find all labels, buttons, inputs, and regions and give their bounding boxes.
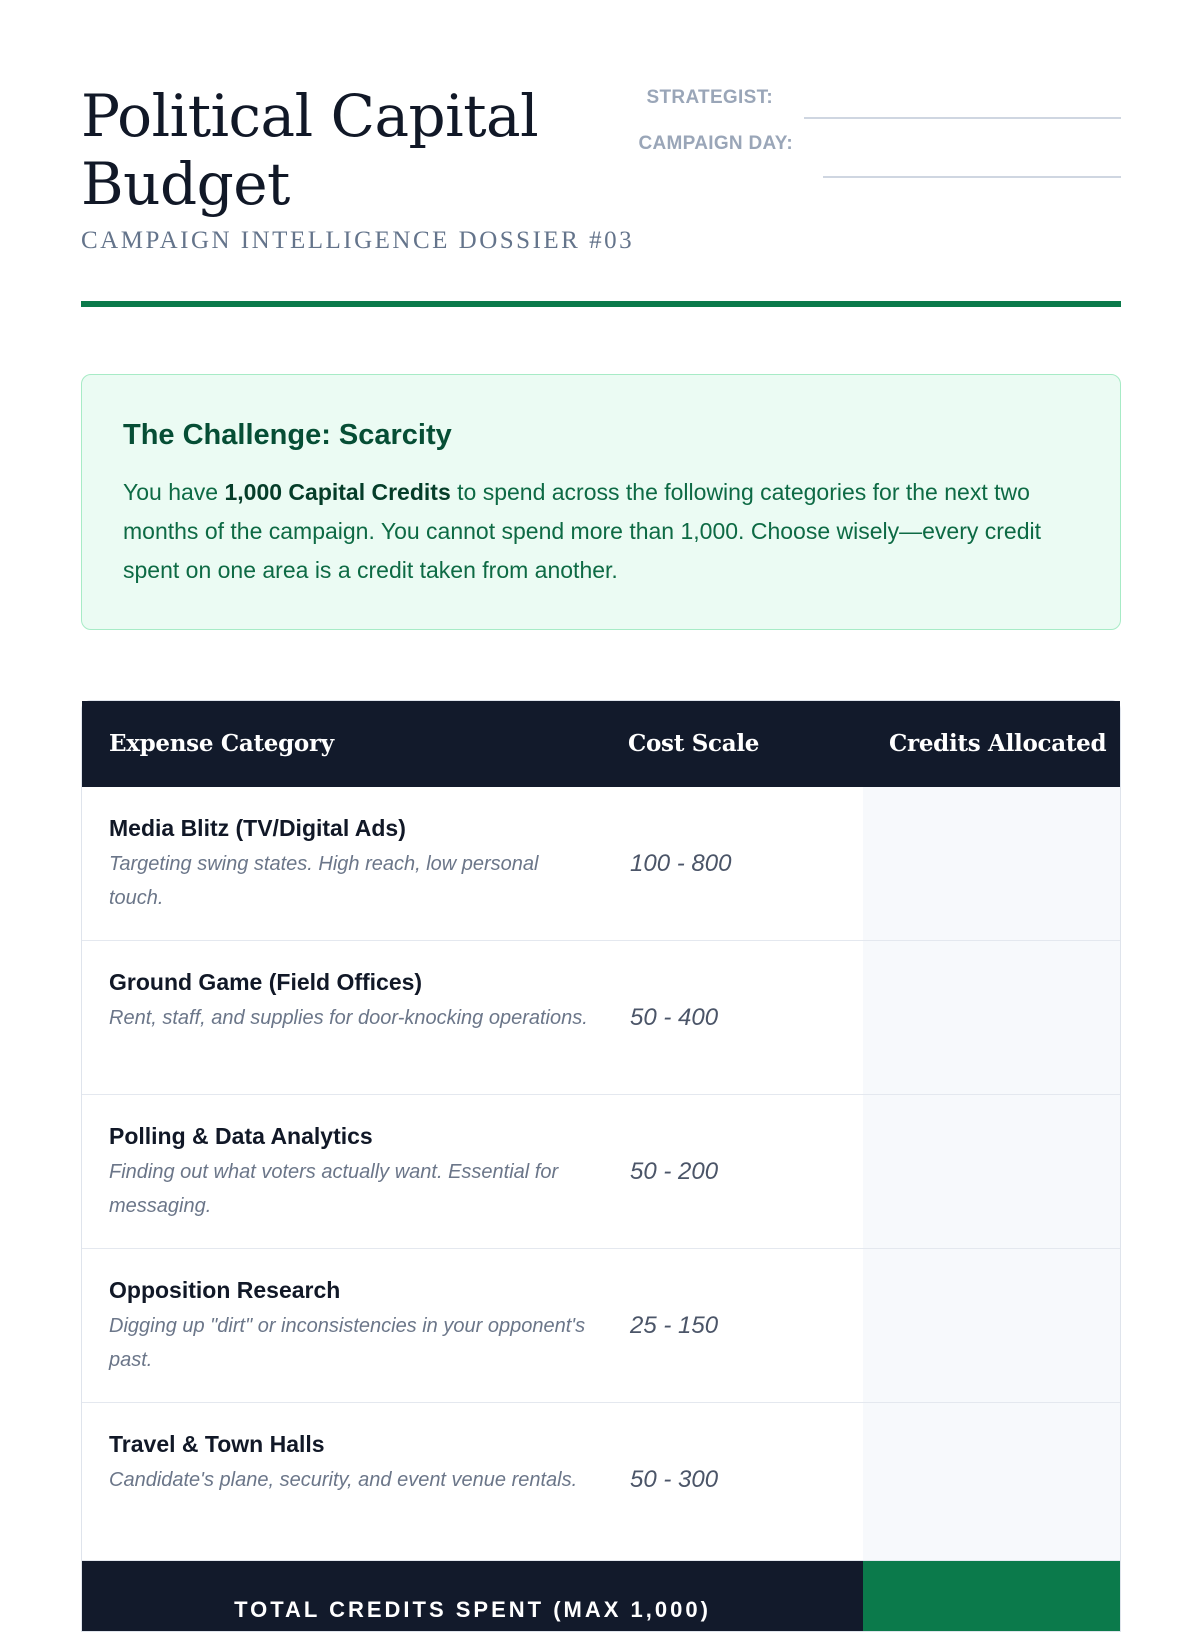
category-description: Finding out what voters actually want. Essential for messaging. <box>109 1161 559 1217</box>
strategist-field[interactable] <box>804 117 1121 119</box>
table-footer <box>82 1561 1120 1631</box>
challenge-highlight: 1,000 Capital Credits <box>224 479 451 505</box>
page-header <box>81 0 1121 307</box>
cost-scale: 100 - 800 <box>630 850 732 877</box>
table-row <box>82 1095 1120 1249</box>
cost-scale: 50 - 400 <box>630 1004 719 1031</box>
credits-allocated-cell[interactable] <box>863 1249 1120 1402</box>
category-name: Travel & Town Halls <box>109 1431 325 1457</box>
header-divider <box>81 301 1121 307</box>
credits-allocated-cell[interactable] <box>863 1095 1120 1248</box>
page-title: Political Capital Budget <box>81 82 539 218</box>
cost-scale: 50 - 300 <box>630 1466 719 1493</box>
challenge-intro: You have <box>123 479 225 505</box>
credits-allocated-cell[interactable] <box>863 941 1120 1094</box>
table-row <box>82 941 1120 1095</box>
category-name: Media Blitz (TV/Digital Ads) <box>109 815 406 841</box>
challenge-body <box>123 473 1073 590</box>
cost-scale: 50 - 200 <box>630 1158 719 1185</box>
category-name: Opposition Research <box>109 1277 341 1303</box>
category-description: Targeting swing states. High reach, low personal touch. <box>109 853 539 909</box>
page-subtitle: CAMPAIGN INTELLIGENCE DOSSIER #03 <box>81 227 635 254</box>
strategist-label: STRATEGIST: <box>646 87 773 108</box>
credits-allocated-cell[interactable] <box>863 787 1120 940</box>
campaign-day-label: CAMPAIGN DAY: <box>638 133 793 154</box>
challenge-text: to spend across the following categories for the next two months of the campaign. You cannot spend more than 1,000. Choose wisely—every credit spent on one area is a credit taken from another. <box>123 479 1041 583</box>
category-description: Rent, staff, and supplies for door-knocking operations. <box>109 1007 588 1029</box>
budget-table <box>81 700 1121 1632</box>
column-header-category: Expense Category <box>109 730 334 757</box>
table-row <box>82 787 1120 941</box>
column-header-credits-allocated: Credits Allocated <box>889 730 1107 757</box>
table-header <box>82 701 1120 787</box>
category-name: Polling & Data Analytics <box>109 1123 373 1149</box>
category-description: Digging up "dirt" or inconsistencies in your opponent's past. <box>109 1315 586 1371</box>
total-credits-cell[interactable] <box>863 1561 1120 1631</box>
campaign-day-field[interactable] <box>823 176 1121 178</box>
challenge-callout <box>81 374 1121 630</box>
credits-allocated-cell[interactable] <box>863 1403 1120 1560</box>
column-header-cost-scale: Cost Scale <box>628 730 760 757</box>
category-name: Ground Game (Field Offices) <box>109 969 423 995</box>
table-row <box>82 1249 1120 1403</box>
table-row <box>82 1403 1120 1561</box>
category-description: Candidate's plane, security, and event venue rentals. <box>109 1469 578 1491</box>
challenge-title: The Challenge: Scarcity <box>123 419 452 451</box>
total-credits-label: TOTAL CREDITS SPENT (MAX 1,000) <box>234 1597 711 1622</box>
cost-scale: 25 - 150 <box>630 1312 719 1339</box>
